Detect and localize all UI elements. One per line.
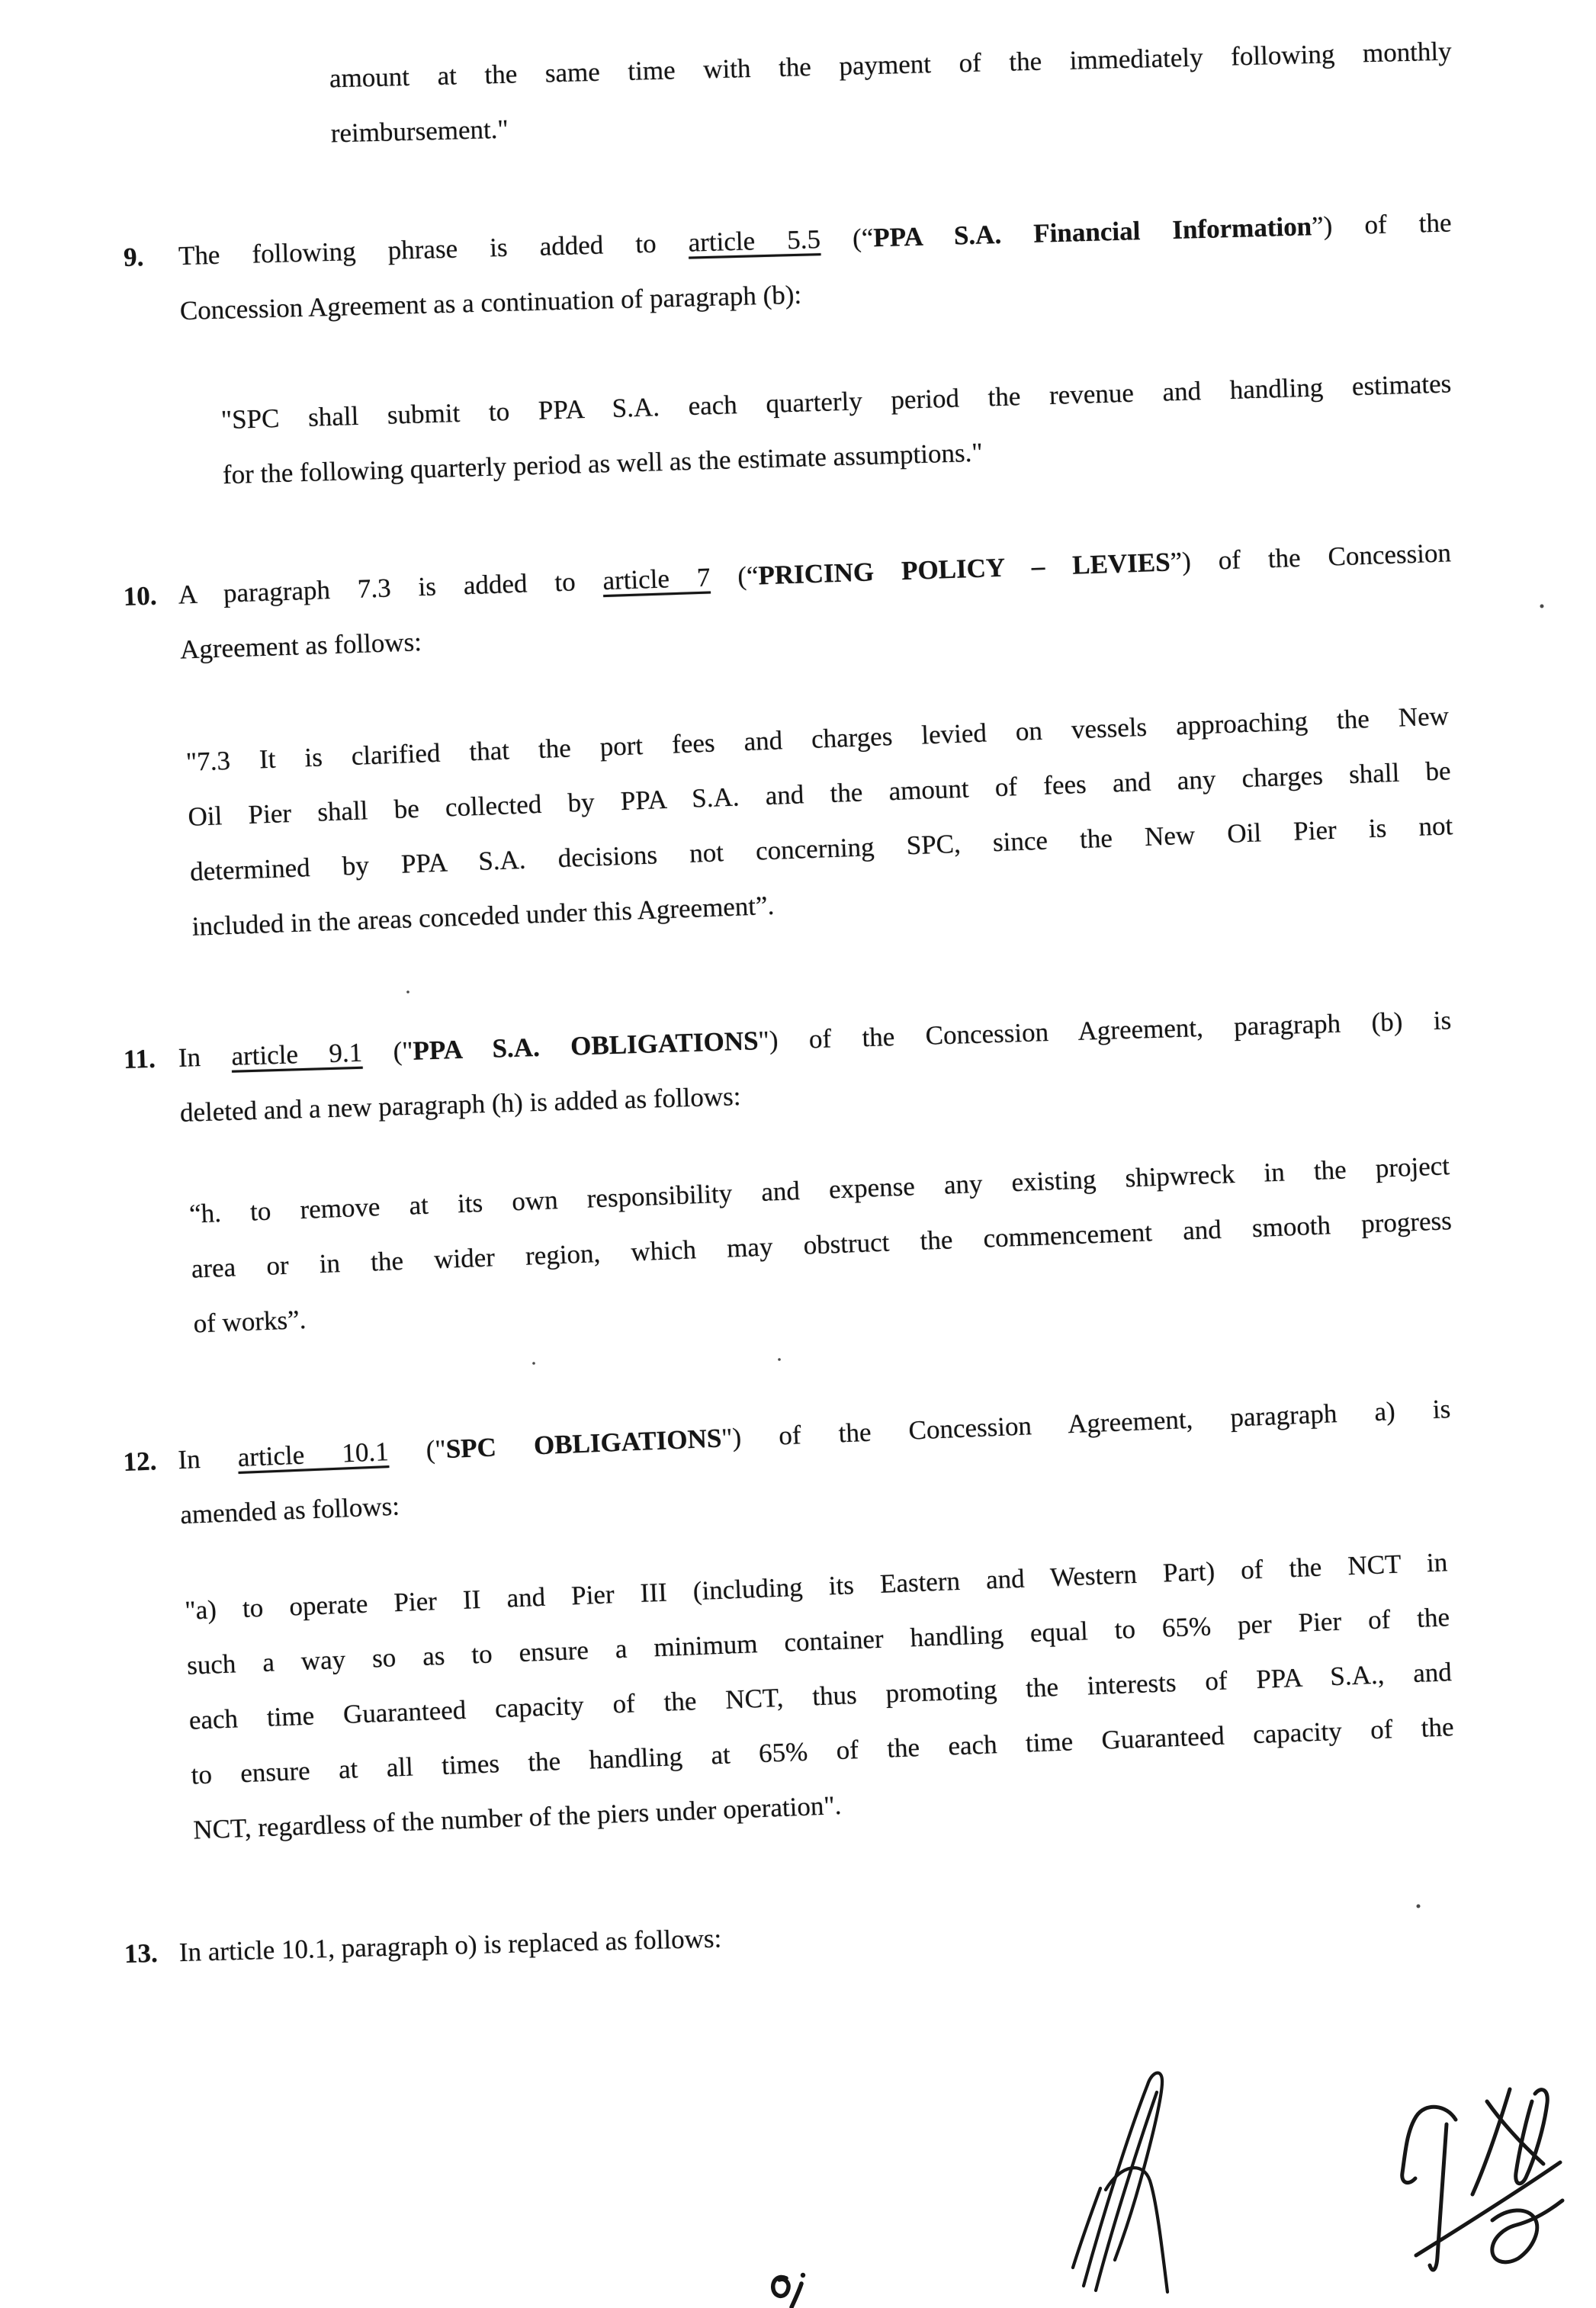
bold-text: PPA S.A. OBLIGATIONS <box>412 1026 759 1066</box>
text-segment: area or in the wider region, which may obstruct the commencement and smooth progress <box>191 1205 1453 1284</box>
scan-speck <box>778 1358 781 1361</box>
item-number: 10. <box>123 580 158 612</box>
footer-handwritten-mark-dot <box>801 2273 805 2278</box>
bold-text: PRICING POLICY – LEVIES <box>757 547 1171 591</box>
text-segment: In <box>177 1443 239 1475</box>
signature-left-stroke <box>1106 2168 1167 2292</box>
underlined-text: article 7 <box>602 562 711 596</box>
bold-text: PPA S.A. Financial Information <box>872 211 1312 253</box>
text-segment: each time Guaranteed capacity of the NCT, thus promoting the interests of PPA S.A., and <box>188 1657 1453 1735</box>
signature-left-stroke <box>1073 2188 1100 2268</box>
item-number: 12. <box>122 1446 158 1478</box>
text-segment: In <box>178 1041 233 1073</box>
text-segment: to ensure at all times the handling at 65% of the each time Guaranteed capacity of the <box>190 1712 1455 1790</box>
text-segment: The following phrase is added to <box>178 227 689 271</box>
text-segment: ”) of the <box>1311 207 1452 242</box>
signature-right-stroke <box>1416 2162 1560 2255</box>
scan-speck <box>1540 605 1544 608</box>
scan-speck <box>1417 1905 1421 1908</box>
text-segment: In article 10.1, paragraph o) is replaced as follows: <box>178 1923 722 1968</box>
signature-right-stroke <box>1430 2124 1447 2270</box>
text-segment: determined by PPA S.A. decisions not concerning SPC, since the New Oil Pier is not <box>189 811 1453 887</box>
text-segment: (" <box>387 1434 447 1467</box>
text-segment: reimbursement." <box>330 114 509 149</box>
text-segment: NCT, regardless of the number of the piers under operation". <box>192 1790 843 1845</box>
text-segment: (“ <box>709 560 759 592</box>
item-number: 13. <box>124 1937 159 1969</box>
signature-left <box>1073 2073 1167 2292</box>
text-segment: (" <box>361 1035 414 1067</box>
text-segment: Agreement as follows: <box>179 627 422 665</box>
underlined-text: article 10.1 <box>237 1436 390 1472</box>
underlined-text: article 9.1 <box>230 1037 363 1071</box>
text-segment: included in the areas conceded under this Agreement”. <box>191 890 775 942</box>
bold-text: SPC OBLIGATIONS <box>445 1423 722 1465</box>
footer-handwritten-mark-stroke <box>773 2277 788 2296</box>
text-segment: for the following quarterly period as well as the estimate assumptions." <box>222 437 984 490</box>
text-segment: A paragraph 7.3 is added to <box>178 566 604 610</box>
item-number: 9. <box>123 242 144 273</box>
text-segment: "SPC shall submit to PPA S.A. each quarterly period the revenue and handling estimates <box>220 368 1452 435</box>
signature-right-stroke <box>1516 2090 1548 2184</box>
text-segment: amount at the same time with the payment of the immediately following monthly <box>329 36 1453 94</box>
text-segment: ”) of the Concession <box>1169 538 1452 577</box>
text-segment: “h. to remove at its own responsibility and expense any existing shipwreck in the project <box>188 1151 1450 1229</box>
text-segment: "a) to operate Pier II and Pier III (including its Eastern and Western Part) of the NCT in <box>184 1547 1448 1626</box>
text-segment: such a way so as to ensure a minimum container handling equal to 65% per Pier of the <box>186 1602 1450 1680</box>
text-segment: of works”. <box>192 1304 307 1339</box>
signature-left-stroke <box>1096 2092 1157 2290</box>
signature-right <box>1402 2089 1562 2270</box>
scan-speck <box>406 990 409 993</box>
text-segment: ") of the Concession Agreement, paragraph (b) is <box>757 1005 1452 1056</box>
text-segment: ") of the Concession Agreement, paragraph a) is <box>721 1394 1451 1453</box>
item-number: 11. <box>123 1043 156 1075</box>
scan-speck <box>532 1362 535 1365</box>
footer-handwritten-mark-stroke <box>792 2284 801 2307</box>
text-segment: "7.3 It is clarified that the port fees and charges levied on vessels approaching the New <box>185 701 1450 777</box>
signature-right-stroke <box>1402 2107 1456 2182</box>
text-segment: Oil Pier shall be collected by PPA S.A. and the amount of fees and any charges shall be <box>187 756 1452 832</box>
text-segment: (“ <box>820 223 874 255</box>
text-segment: Concession Agreement as a continuation of paragraph (b): <box>179 279 802 326</box>
underlined-text: article 5.5 <box>688 224 821 258</box>
text-segment: deleted and a new paragraph (h) is added as follows: <box>179 1081 741 1128</box>
signature-right-stroke <box>1492 2200 1562 2262</box>
text-segment: amended as follows: <box>179 1491 400 1530</box>
footer-handwritten-mark <box>773 2273 805 2307</box>
